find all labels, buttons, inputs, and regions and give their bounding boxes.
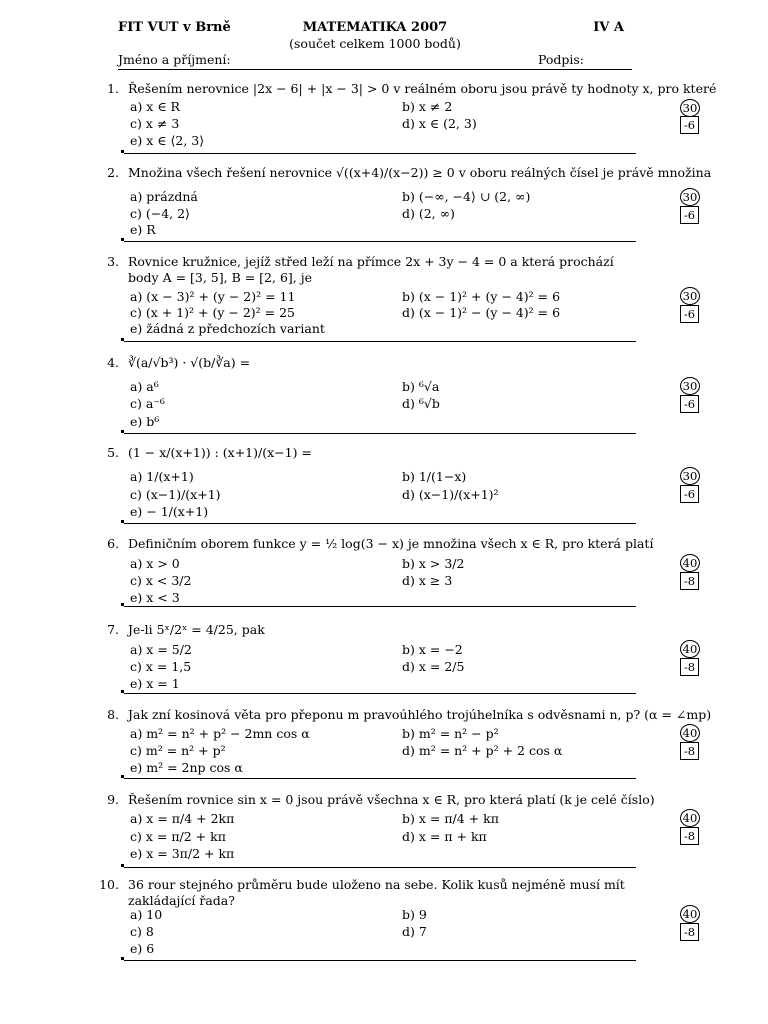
option-c: c) a⁻⁶ — [130, 396, 165, 411]
question-text: Množina všech řešení nerovnice √((x+4)/(x−2)) ≥ 0 v oboru reálných čísel je právě množina — [128, 165, 712, 180]
question-text: Řešením rovnice sin x = 0 jsou právě všechna x ∈ R, pro která platí (k je celé číslo) — [128, 792, 655, 807]
penalty-box: -6 — [680, 395, 699, 413]
score-badge: 40 — [680, 809, 700, 827]
option-e: e) m² = 2np cos α — [130, 760, 243, 775]
penalty-box: -8 — [680, 572, 699, 590]
option-d: d) x ∈ (2, 3) — [402, 116, 477, 131]
question-text: Rovnice kružnice, jejíž střed leží na přímce 2x + 3y − 4 = 0 a která prochází body A = [3, 5], B = [2, 6], je — [128, 254, 614, 285]
option-c: c) x < 3/2 — [130, 573, 192, 588]
option-a: a) 10 — [130, 907, 163, 922]
answer-line — [124, 153, 636, 154]
option-e: e) x = 3π/2 + kπ — [130, 846, 235, 861]
option-c: c) (x−1)/(x+1) — [130, 487, 221, 502]
option-e: e) 6 — [130, 941, 155, 956]
question-text: Řešením nerovnice |2x − 6| + |x − 3| > 0 v reálném oboru jsou právě ty hodnoty x, pro které — [128, 81, 717, 96]
option-b: b) x = π/4 + kπ — [402, 811, 499, 826]
option-a: a) x = π/4 + 2kπ — [130, 811, 235, 826]
exam-variant: IV A — [593, 20, 624, 35]
signature-label: Podpis: — [537, 52, 584, 67]
option-e: e) žádná z předchozích variant — [130, 321, 325, 336]
exam-subtitle: (součet celkem 1000 bodů) — [289, 36, 461, 51]
penalty-box: -6 — [680, 485, 699, 503]
answer-line — [124, 433, 636, 434]
answer-line — [124, 606, 636, 607]
option-d: d) x ≥ 3 — [402, 573, 453, 588]
score-badge: 30 — [680, 287, 700, 305]
score-badge: 40 — [680, 554, 700, 572]
option-c: c) (x + 1)² + (y − 2)² = 25 — [130, 305, 295, 320]
question-number: 2. — [107, 165, 119, 180]
option-b: b) m² = n² − p² — [402, 726, 499, 741]
score-badge: 40 — [680, 724, 700, 742]
question-text: 36 rour stejného průměru bude uloženo na sebe. Kolik kusů nejméně musí mít zakládající řada? — [128, 877, 625, 908]
option-e: e) x < 3 — [130, 590, 180, 605]
header-rule — [118, 69, 632, 70]
question-text: Jak zní kosinová věta pro přeponu m pravoúhlého trojúhelníka s odvěsnami n, p? (α = ∠mp) — [128, 707, 712, 722]
name-label: Jméno a příjmení: — [118, 52, 231, 67]
option-d: d) x = 2/5 — [402, 659, 465, 674]
penalty-box: -6 — [680, 305, 699, 323]
option-e: e) x ∈ ⟨2, 3⟩ — [130, 133, 205, 148]
option-d: d) ⁶√b — [402, 396, 440, 411]
score-badge: 30 — [680, 377, 700, 395]
penalty-box: -8 — [680, 827, 699, 845]
answer-line — [124, 693, 636, 694]
answer-line — [124, 778, 636, 779]
question-number: 9. — [107, 792, 119, 807]
option-b: b) x ≠ 2 — [402, 99, 453, 114]
question-number: 4. — [107, 355, 119, 370]
score-badge: 40 — [680, 640, 700, 658]
question-number: 6. — [107, 536, 119, 551]
option-a: a) a⁶ — [130, 379, 159, 394]
option-d: d) (x−1)/(x+1)² — [402, 487, 499, 502]
question-text: Definičním oborem funkce y = ½ log(3 − x) je množina všech x ∈ R, pro která platí — [128, 536, 654, 551]
score-badge: 40 — [680, 905, 700, 923]
option-b: b) 9 — [402, 907, 427, 922]
option-c: c) (−4, 2⟩ — [130, 206, 190, 221]
option-a: a) m² = n² + p² − 2mn cos α — [130, 726, 310, 741]
option-b: b) x > 3/2 — [402, 556, 465, 571]
option-c: c) x ≠ 3 — [130, 116, 180, 131]
question-number: 5. — [107, 445, 119, 460]
option-a: a) x = 5/2 — [130, 642, 192, 657]
question-number: 7. — [107, 622, 119, 637]
option-b: b) 1/(1−x) — [402, 469, 467, 484]
question-number: 8. — [107, 707, 119, 722]
name-row — [118, 52, 632, 67]
question-number: 10. — [99, 877, 119, 892]
answer-line — [124, 341, 636, 342]
option-d: d) m² = n² + p² + 2 cos α — [402, 743, 563, 758]
answer-line — [124, 241, 636, 242]
penalty-box: -6 — [680, 206, 699, 224]
option-b: b) (x − 1)² + (y − 4)² = 6 — [402, 289, 561, 304]
option-c: c) 8 — [130, 924, 154, 939]
option-c: c) m² = n² + p² — [130, 743, 226, 758]
school-name: FIT VUT v Brně — [118, 20, 231, 35]
option-a: a) prázdná — [130, 189, 198, 204]
option-e: e) − 1/(x+1) — [130, 504, 209, 519]
question-number: 1. — [107, 81, 119, 96]
option-a: a) x ∈ R — [130, 99, 180, 114]
penalty-box: -8 — [680, 923, 699, 941]
option-b: b) ⁶√a — [402, 379, 440, 394]
option-a: a) (x − 3)² + (y − 2)² = 11 — [130, 289, 296, 304]
question-text: (1 − x/(x+1)) : (x+1)/(x−1) = — [128, 445, 312, 460]
penalty-box: -8 — [680, 658, 699, 676]
answer-line — [124, 960, 636, 961]
score-badge: 30 — [680, 188, 700, 206]
score-badge: 30 — [680, 99, 700, 117]
question-text: ∛(a/√b³) · √(b/∛a) = — [128, 355, 251, 370]
penalty-box: -8 — [680, 742, 699, 760]
option-e: e) x = 1 — [130, 676, 180, 691]
option-d: d) 7 — [402, 924, 427, 939]
option-e: e) b⁶ — [130, 414, 160, 429]
option-a: a) 1/(x+1) — [130, 469, 194, 484]
exam-title: MATEMATIKA 2007 — [302, 20, 448, 35]
option-c: c) x = 1,5 — [130, 659, 192, 674]
option-c: c) x = π/2 + kπ — [130, 829, 226, 844]
question-number: 3. — [107, 254, 119, 269]
penalty-box: -6 — [680, 116, 699, 134]
option-e: e) R — [130, 222, 156, 237]
question-text: Je-li 5ˣ/2ˣ = 4/25, pak — [128, 622, 265, 637]
answer-line — [124, 523, 636, 524]
option-d: d) (2, ∞) — [402, 206, 455, 221]
option-d: d) (x − 1)² − (y − 4)² = 6 — [402, 305, 561, 320]
option-d: d) x = π + kπ — [402, 829, 487, 844]
option-b: b) (−∞, −4⟩ ∪ (2, ∞) — [402, 189, 531, 204]
option-a: a) x > 0 — [130, 556, 180, 571]
option-b: b) x = −2 — [402, 642, 463, 657]
score-badge: 30 — [680, 467, 700, 485]
answer-line — [124, 867, 636, 868]
